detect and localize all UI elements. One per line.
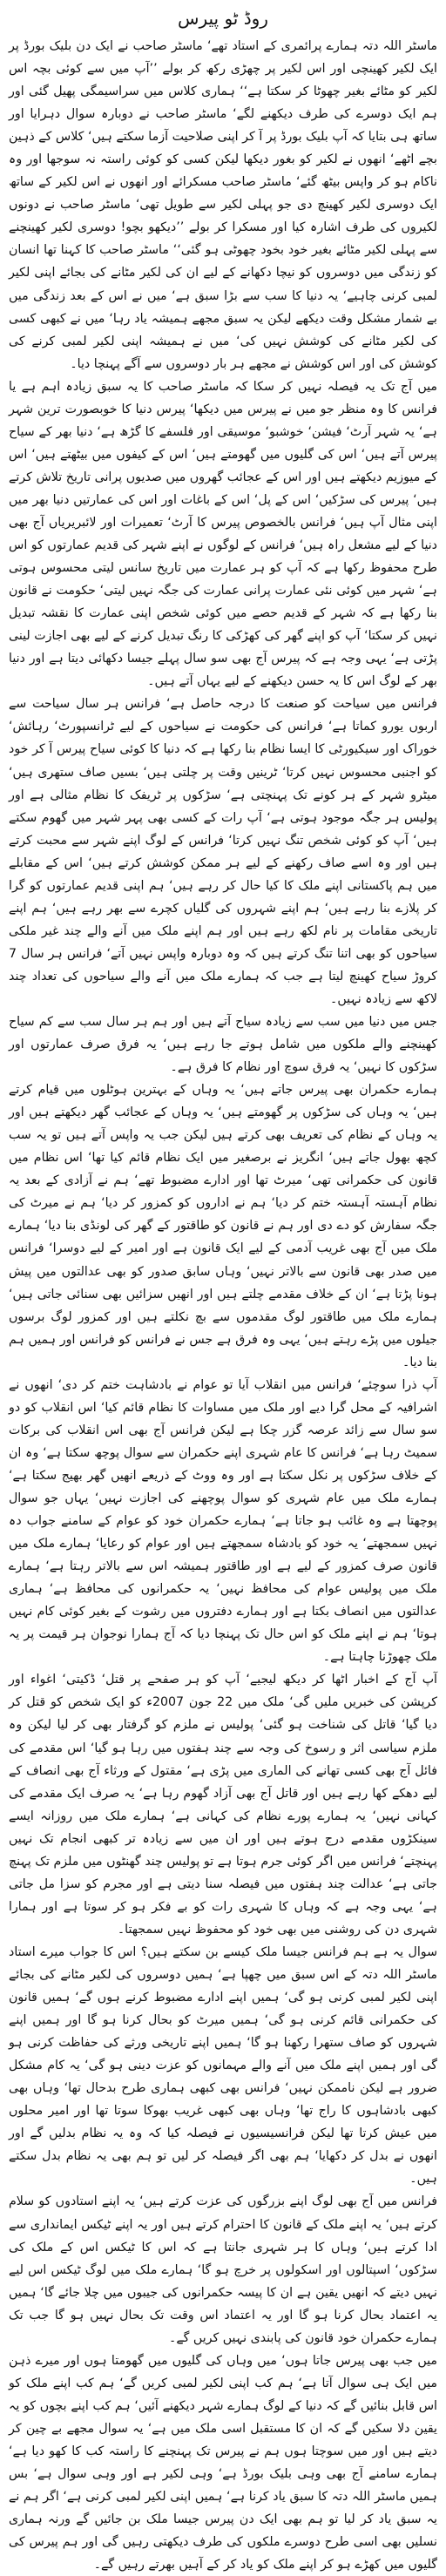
paragraph: فرانس میں سیاحت کو صنعت کا درجہ حاصل ہے‘ فرانس ہر سال سیاحت سے اربوں یورو کماتا ہے‘ فرانس کی حکومت نے سیاحوں کے لیے ٹرانسپورٹ‘ رہائش‘ خوراک اور سیکیورٹی کا ایسا نظام بنا رکھا ہے کہ دنیا کا کوئی سیاح پیرس آ کر خود کو اجنبی محسوس نہیں کرتا‘ ٹرینیں وقت پر چلتی ہیں‘ بسیں صاف ستھری ہیں‘ میٹرو شہر کے ہر کونے تک پہنچتی ہے‘ سڑکوں پر ٹریفک کا نظام مثالی ہے اور پولیس ہر جگہ موجود ہوتی ہے‘ آپ رات کے کسی بھی پہر شہر میں گھوم سکتے ہیں‘ آپ کو کوئی شخص تنگ نہیں کرتا‘ فرانس کے لوگ اپنے شہر سے محبت کرتے ہیں اور وہ اسے صاف رکھنے کے لیے ہر ممکن کوشش کرتے ہیں‘ اس کے مقابلے میں ہم پاکستانی اپنے ملک کا کیا حال کر رہے ہیں‘ ہم اپنی قدیم عمارتوں کو گرا کر پلازے بنا رہے ہیں‘ ہم اپنے شہروں کی گلیاں کچرے سے بھر رہے ہیں‘ ہم اپنے تاریخی مقامات پر نام لکھ رہے ہیں اور ہم اپنے ملک میں آنے والے چند غیر ملکی سیاحوں کو بھی اتنا تنگ کرتے ہیں کہ وہ دوبارہ واپس نہیں آتے‘ فرانس ہر سال 7 کروڑ سیاح کھینچ لیتا ہے جب کہ ہمارے ملک میں آنے والے سیاحوں کی تعداد چند لاکھ سے زیادہ نہیں۔: [9, 697, 437, 1006]
paragraph: آپ آج کے اخبار اٹھا کر دیکھ لیجیے‘ آپ کو ہر صفحے پر قتل‘ ڈکیتی‘ اغواء اور کرپشن کی خبریں ملیں گی‘ ملک میں 22 جون 2007ء کو ایک شخص کو قتل کر دیا گیا‘ قاتل کی شناخت ہو گئی‘ پولیس نے ملزم کو گرفتار بھی کر لیا لیکن وہ ملزم سیاسی اثر و رسوخ کی وجہ سے چند ہفتوں میں رہا ہو گیا‘ اس مقدمے کی فائل آج بھی کسی تھانے کی الماری میں پڑی ہے‘ مقتول کے ورثاء آج بھی انصاف کے لیے دھکے کھا رہے ہیں اور قاتل آج بھی آزاد گھوم رہا ہے‘ یہ صرف ایک مقدمے کی کہانی نہیں‘ یہ ہمارے پورے نظام کی کہانی ہے‘ ہمارے ملک میں روزانہ ایسے سینکڑوں مقدمے درج ہوتے ہیں اور ان میں سے زیادہ تر کبھی انجام تک نہیں پہنچتے‘ فرانس میں اگر کوئی جرم ہوتا ہے تو پولیس چند گھنٹوں میں ملزم تک پہنچ جاتی ہے‘ عدالت چند ہفتوں میں فیصلہ سنا دیتی ہے اور مجرم کو سزا مل جاتی ہے‘ یہی وجہ ہے کہ وہاں کا شہری رات کو بے فکر ہو کر سوتا ہے اور ہمارا شہری دن کی روشنی میں بھی خود کو محفوظ نہیں سمجھتا۔: [9, 1673, 438, 1937]
paragraph: آپ ذرا سوچئے‘ فرانس میں انقلاب آیا تو عوام نے بادشاہت ختم کر دی‘ انھوں نے اشرافیہ کے محل گرا دیے اور ملک میں مساوات کا نظام قائم کیا‘ اس انقلاب کو دو سو سال سے زائد عرصہ گزر چکا ہے لیکن فرانس آج بھی اس انقلاب کی برکات سمیٹ رہا ہے‘ فرانس کا عام شہری اپنے حکمران سے سوال پوچھ سکتا ہے‘ وہ ان کے خلاف سڑکوں پر نکل سکتا ہے اور وہ ووٹ کے ذریعے انھیں گھر بھیج سکتا ہے‘ ہمارے ملک میں عام شہری کو سوال پوچھنے کی اجازت نہیں‘ یہاں جو سوال پوچھتا ہے وہ غائب ہو جاتا ہے‘ ہمارے حکمران خود کو عوام کے سامنے جواب دہ نہیں سمجھتے‘ یہ خود کو بادشاہ سمجھتے ہیں اور عوام کو رعایا‘ ہمارے ملک میں قانون صرف کمزور کے لیے ہے اور طاقتور ہمیشہ اس سے بالاتر رہتا ہے‘ ہمارے ملک میں پولیس عوام کی محافظ نہیں‘ یہ حکمرانوں کی محافظ ہے‘ ہماری عدالتوں میں انصاف بکتا ہے اور ہمارے دفتروں میں رشوت کے بغیر کوئی کام نہیں ہوتا‘ ہم نے اپنے ملک کو اس حال تک پہنچا دیا کہ آج ہمارا نوجوان ہر قیمت پر یہ ملک چھوڑنا چاہتا ہے۔: [9, 1377, 437, 1665]
paragraph: سوال یہ ہے ہم فرانس جیسا ملک کیسے بن سکتے ہیں؟ اس کا جواب میرے استاد ماسٹر اللہ دتہ کے اس سبق میں چھپا ہے‘ ہمیں دوسروں کی لکیر مٹانے کی بجائے اپنی لکیر لمبی کرنی ہو گی‘ ہمیں اپنے ادارے مضبوط کرنے ہوں گے‘ ہمیں قانون کی حکمرانی قائم کرنی ہو گی‘ ہمیں میرٹ کو بحال کرنا ہو گا اور ہمیں اپنے شہروں کو صاف ستھرا رکھنا ہو گا‘ ہمیں اپنے تاریخی ورثے کی حفاظت کرنی ہو گی اور ہمیں اپنے ملک میں آنے والے مہمانوں کو عزت دینی ہو گی‘ یہ کام مشکل ضرور ہے لیکن ناممکن نہیں‘ فرانس بھی کبھی ہماری طرح بدحال تھا‘ وہاں بھی کبھی بادشاہوں کا راج تھا‘ وہاں بھی کبھی غریب بھوکا سوتا تھا اور امیر محلوں میں عیش کرتا تھا لیکن فرانسیسیوں نے فیصلہ کیا کہ وہ یہ نظام بدلیں گے اور انھوں نے بدل کر دکھایا‘ ہم بھی اگر فیصلہ کر لیں تو ہم بھی یہ نظام بدل سکتے ہیں۔: [9, 1944, 437, 2187]
paragraph: ماسٹر اللہ دتہ ہمارے پرائمری کے استاد تھے‘ ماسٹر صاحب نے ایک دن بلیک بورڈ پر ایک لکیر کھینچی اور اس لکیر پر چھڑی رکھ کر بولے ’’آپ میں سے کوئی بچہ اس لکیر کو مٹائے بغیر چھوٹا کر سکتا ہے‘‘ ہماری کلاس میں سراسیمگی پھیل گئی اور ہم ایک دوسرے کی طرف دیکھنے لگے‘ ماسٹر صاحب نے دوبارہ سوال دہرایا اور ساتھ ہی بتایا کہ آپ بلیک بورڈ پر آ کر اپنی صلاحیت آزما سکتے ہیں‘ کلاس کے ذہین بچے اٹھے‘ انھوں نے لکیر کو بغور دیکھا لیکن کسی کو کوئی راستہ نہ سوجھا اور وہ ناکام ہو کر واپس بیٹھ گئے‘ ماسٹر صاحب مسکرائے اور انھوں نے اس لکیر کے ساتھ ایک دوسری لکیر کھینچ دی جو پہلی لکیر سے طویل تھی‘ ماسٹر صاحب نے دونوں لکیروں کی طرف اشارہ کیا اور مسکرا کر بولے ’’دیکھو بچو! دوسری لکیر کھینچنے سے پہلی لکیر مٹائے بغیر خود بخود چھوٹی ہو گئی‘‘ ماسٹر صاحب کا کہنا تھا انسان کو زندگی میں دوسروں کو نیچا دکھانے کے لیے ان کی لکیر مٹانے کی بجائے اپنی لکیر لمبی کرنی چاہیے‘ یہ دنیا کا سب سے بڑا سبق ہے‘ میں نے اس کے بعد زندگی میں بے شمار مشکل وقت دیکھے لیکن یہ سبق مجھے ہمیشہ یاد رہا‘ میں نے کبھی کسی کی لکیر مٹانے کی کوشش نہیں کی‘ میں نے ہمیشہ اپنی لکیر لمبی کرنے کی کوشش کی اور اس کوشش نے مجھے ہر بار دوسروں سے آگے پہنچا دیا۔: [9, 39, 437, 371]
paragraph: میں آج تک یہ فیصلہ نہیں کر سکا کہ ماسٹر صاحب کا یہ سبق زیادہ اہم ہے یا فرانس کا وہ منظر جو میں نے پیرس میں دیکھا‘ پیرس دنیا کا خوبصورت ترین شہر ہے‘ یہ شہر آرٹ‘ فیشن‘ خوشبو‘ موسیقی اور فلسفے کا گڑھ ہے‘ دنیا بھر کے سیاح پیرس آتے ہیں‘ اس کی گلیوں میں گھومتے ہیں‘ اس کے کیفوں میں بیٹھتے ہیں‘ اس کے میوزیم دیکھتے ہیں اور اس کے عجائب گھروں میں صدیوں پرانی تاریخ تلاش کرتے ہیں‘ پیرس کی سڑکیں‘ اس کے پل‘ اس کے باغات اور اس کی عمارتیں دنیا بھر میں اپنی مثال آپ ہیں‘ فرانس بالخصوص پیرس کا آرٹ‘ تعمیرات اور لائبریریاں آج بھی دنیا کے لیے مشعل راہ ہیں‘ فرانس کے لوگوں نے اپنے شہر کی قدیم عمارتوں کو اس طرح محفوظ رکھا ہے کہ آپ کو ہر عمارت میں تاریخ سانس لیتی محسوس ہوتی ہے‘ شہر میں کوئی نئی عمارت پرانی عمارت کی جگہ نہیں لیتی‘ حکومت نے قانون بنا رکھا ہے کہ شہر کے قدیم حصے میں کوئی شخص اپنی عمارت کا نقشہ تبدیل نہیں کر سکتا‘ آپ کو اپنے گھر کی کھڑکی کا رنگ تبدیل کرنے کے لیے بھی اجازت لینی پڑتی ہے‘ یہی وجہ ہے کہ پیرس آج بھی سو سال پہلے جیسا دکھائی دیتا ہے اور دنیا بھر کے لوگ اس کا یہ حسن دیکھنے کے لیے یہاں آتے ہیں۔: [9, 379, 437, 689]
paragraph: فرانس میں آج بھی لوگ اپنے بزرگوں کی عزت کرتے ہیں‘ یہ اپنے استادوں کو سلام کرتے ہیں‘ یہ اپنے ملک کے قانون کا احترام کرتے ہیں اور یہ اپنے ٹیکس ایمانداری سے ادا کرتے ہیں‘ وہاں کا ہر شہری جانتا ہے کہ اس کا ٹیکس اس کے ملک کی سڑکوں‘ اسپتالوں اور اسکولوں پر خرچ ہو گا‘ ہمارے ملک میں لوگ ٹیکس اس لیے نہیں دیتے کہ انھیں یقین ہے ان کا پیسہ حکمرانوں کی جیبوں میں چلا جائے گا‘ ہمیں یہ اعتماد بحال کرنا ہو گا اور یہ اعتماد اس وقت تک بحال نہیں ہو گا جب تک ہمارے حکمران خود قانون کی پابندی نہیں کریں گے۔: [9, 2194, 437, 2345]
paragraph: ہمارے حکمران بھی پیرس جاتے ہیں‘ یہ وہاں کے بہترین ہوٹلوں میں قیام کرتے ہیں‘ یہ وہاں کی سڑکوں پر گھومتے ہیں‘ یہ وہاں کے عجائب گھر دیکھتے ہیں اور یہ وہاں کے نظام کی تعریف بھی کرتے ہیں لیکن جب یہ واپس آتے ہیں تو یہ سب کچھ بھول جاتے ہیں‘ انگریز نے برصغیر میں ایک نظام قائم کیا تھا‘ اس نظام میں قانون کی حکمرانی تھی‘ میرٹ تھا اور ادارے مضبوط تھے‘ ہم نے آزادی کے بعد یہ نظام آہستہ آہستہ ختم کر دیا‘ ہم نے اداروں کو کمزور کر دیا‘ ہم نے میرٹ کی جگہ سفارش کو دے دی اور ہم نے قانون کو طاقتور کے گھر کی لونڈی بنا دیا‘ ہمارے ملک میں آج بھی غریب آدمی کے لیے ایک قانون ہے اور امیر کے لیے دوسرا‘ فرانس میں صدر بھی قانون سے بالاتر نہیں‘ وہاں سابق صدور کو بھی عدالتوں میں پیش ہونا پڑتا ہے‘ ان کے خلاف مقدمے چلتے ہیں اور انھیں سزائیں بھی سنائی جاتی ہیں‘ ہمارے ملک میں طاقتور لوگ مقدموں سے بچ نکلتے ہیں اور کمزور لوگ برسوں جیلوں میں پڑے رہتے ہیں‘ یہی وہ فرق ہے جس نے فرانس کو فرانس اور ہمیں ہم بنا دیا۔: [9, 1083, 437, 1369]
article-body: [9, 35, 437, 2576]
paragraph: جس میں دنیا میں سب سے زیادہ سیاح آتے ہیں اور ہم ہر سال سب سے کم سیاح کھینچنے والے ملکوں میں شامل ہوتے جا رہے ہیں‘ یہ فرق صرف عمارتوں اور سڑکوں کا نہیں‘ یہ فرق سوچ اور نظام کا فرق ہے۔: [9, 1015, 437, 1075]
paragraph: میں جب بھی پیرس جاتا ہوں‘ میں وہاں کی گلیوں میں گھومتا ہوں اور میرے ذہن میں ایک ہی سوال آتا ہے‘ ہم کب اپنی لکیر لمبی کریں گے‘ ہم کب اپنے ملک کو اس قابل بنائیں گے کہ دنیا کے لوگ ہمارے شہر دیکھنے آئیں‘ ہم کب اپنے بچوں کو یہ یقین دلا سکیں گے کہ ان کا مستقبل اسی ملک میں ہے‘ یہ سوال مجھے بے چین کر دیتے ہیں اور میں سوچتا ہوں ہم نے پیرس تک پہنچنے کا راستہ کب کا کھو دیا ہے‘ ہمارے سامنے آج بھی وہی بلیک بورڈ ہے‘ وہی لکیر ہے اور وہی سوال ہے‘ بس ہمیں ماسٹر اللہ دتہ کا سبق یاد کرنا ہے‘ ہمیں اپنی لکیر لمبی کرنی ہے‘ اگر ہم نے یہ سبق یاد کر لیا تو ہم بھی ایک دن پیرس جیسا ملک بن جائیں گے ورنہ ہماری نسلیں بھی اسی طرح دوسرے ملکوں کی طرف دیکھتی رہیں گی اور ہم پیرس کی گلیوں میں کھڑے ہو کر اپنے ملک کو یاد کر کے آہیں بھرتے رہیں گے۔: [9, 2353, 437, 2573]
column-headline: روڈ ٹو پیرس: [178, 8, 268, 29]
